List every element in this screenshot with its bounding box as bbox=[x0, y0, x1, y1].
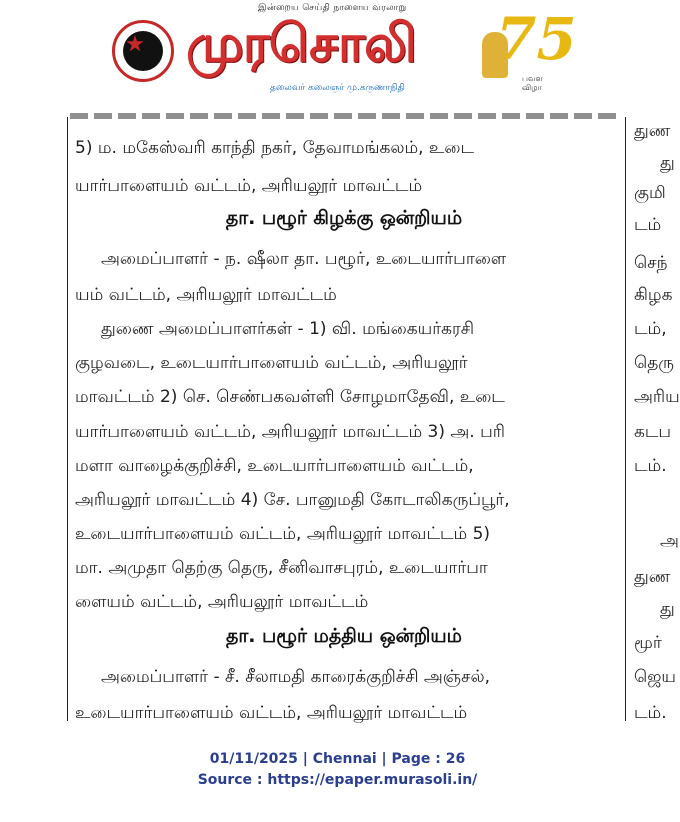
adjacent-line: துண bbox=[634, 121, 671, 141]
article-column bbox=[67, 117, 621, 721]
article-line: அமைப்பாளர் - ந. ஷீலா தா. பழூர், உடையார்பாளை bbox=[101, 249, 507, 269]
adjacent-column-cropped bbox=[634, 117, 680, 723]
article-line: மா. அமுதா தெற்கு தெரு, சீனிவாசபுரம், உடையார்பா bbox=[75, 558, 488, 578]
adjacent-line: தெரு bbox=[634, 353, 675, 373]
source-link[interactable]: Source : https://epaper.murasoli.in/ bbox=[197, 772, 478, 788]
masthead bbox=[0, 0, 675, 108]
article-line: யம் வட்டம், அரியலூர் மாவட்டம் bbox=[75, 285, 337, 305]
article-line: யார்பாளையம் வட்டம், அரியலூர் மாவட்டம் bbox=[75, 176, 423, 196]
article-line: அமைப்பாளர் - சீ. சீலாமதி காரைக்குறிச்சி அஞ்சல், bbox=[101, 667, 490, 687]
adjacent-line: டம் bbox=[634, 215, 662, 235]
article-line: குழவடை, உடையார்பாளையம் வட்டம், அரியலூர் bbox=[75, 353, 468, 373]
anniversary-number: 75 bbox=[496, 5, 577, 73]
section-heading: தா. பழூர் கிழக்கு ஒன்றியம் bbox=[225, 207, 463, 229]
adjacent-line: து bbox=[660, 599, 675, 619]
article-line: உடையார்பாளையம் வட்டம், அரியலூர் மாவட்டம் 5) bbox=[75, 524, 491, 544]
anniversary-label: பவள விழா bbox=[522, 74, 543, 92]
article-line: ளையம் வட்டம், அரியலூர் மாவட்டம் bbox=[75, 592, 369, 612]
adjacent-line: து bbox=[660, 153, 675, 173]
adjacent-line: டம், bbox=[634, 319, 667, 339]
adjacent-line: அ bbox=[660, 531, 679, 551]
article-line: யார்பாளையம் வட்டம், அரியலூர் மாவட்டம் 3) அ. பரி bbox=[75, 422, 505, 442]
article-line: அரியலூர் மாவட்டம் 4) சே. பானுமதி கோடாலிகருப்பூர், bbox=[75, 490, 510, 510]
adjacent-line: மூர் bbox=[634, 633, 662, 653]
adjacent-line: செந் bbox=[634, 253, 668, 273]
article-line: மாவட்டம் 2) செ. செண்பகவள்ளி சோழமாதேவி, உடை bbox=[75, 387, 505, 407]
article-line: உடையார்பாளையம் வட்டம், அரியலூர் மாவட்டம் bbox=[75, 703, 468, 723]
newspaper-title: முரசொலி bbox=[186, 14, 416, 74]
adjacent-line: டம். bbox=[634, 703, 667, 723]
anniversary-badge bbox=[482, 5, 577, 100]
adjacent-line: கடப bbox=[634, 422, 672, 442]
adjacent-line: துண bbox=[634, 567, 671, 587]
emblem-center bbox=[123, 31, 163, 71]
article-line: மளா வாழைக்குறிச்சி, உடையார்பாளையம் வட்டம், bbox=[75, 456, 474, 476]
adjacent-line: ஜெய bbox=[634, 667, 676, 687]
article-line: 5) ம. மகேஸ்வரி காந்தி நகர், தேவாமங்கலம், உடை bbox=[75, 138, 474, 158]
newspaper-subtitle: தலைவர் கலைஞர் மு.கருணாநிதி bbox=[270, 83, 405, 93]
party-emblem-icon bbox=[112, 20, 174, 82]
adjacent-line: அரிய bbox=[634, 387, 680, 407]
adjacent-line: கிழக bbox=[634, 285, 673, 305]
adjacent-line: குமி bbox=[634, 183, 666, 203]
article-line: துணை அமைப்பாளர்கள் - 1) வி. மங்கையர்கரசி bbox=[101, 319, 475, 339]
edition-info: 01/11/2025 | Chennai | Page : 26 bbox=[209, 751, 466, 767]
section-heading: தா. பழூர் மத்திய ஒன்றியம் bbox=[226, 625, 462, 647]
masthead-tagline: இன்றைய செய்தி நாளைய வரலாறு bbox=[258, 3, 407, 13]
adjacent-line: டம். bbox=[634, 456, 667, 476]
column-rule-right bbox=[625, 117, 626, 721]
